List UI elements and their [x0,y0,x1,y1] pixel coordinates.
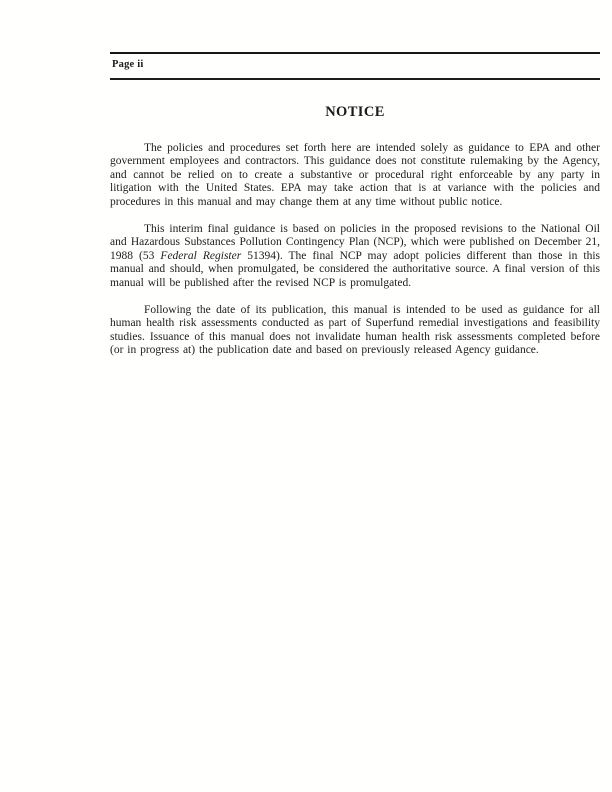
notice-title: NOTICE [325,104,385,120]
notice-paragraph-1 [110,142,600,209]
header-top-rule [110,52,600,54]
notice-paragraph-2 [110,223,600,290]
page-number-label: Page ii [112,59,144,70]
paragraph-3-text: Following the date of its publication, this manual is intended to be used as guidance for all human health risk assessments conducted as part of Superfund remedial investigations and feasibility studies. Issuance of this manual does not invalidate human health risk assessments completed before (or in progress at) the publication date and based on previously released Agency guidance. [110,304,600,357]
paragraph-2-text-after-citation: 51394). The final NCP may adopt policies different than those in this manual and should, when promulgated, be considered the authoritative source. A final version of this manual will be published after the revised NCP is promulgated. [110,249,600,289]
notice-section [110,104,600,372]
notice-paragraph-3 [110,304,600,358]
page-header [110,52,600,80]
header-bottom-rule [110,78,600,80]
paragraph-1-text: The policies and procedures set forth here are intended solely as guidance to EPA and other government employees and contractors. This guidance does not constitute rulemaking by the Agency, and cannot be relied on to create a substantive or procedural right enforceable by any party in litigation with the United States. EPA may take action that is at variance with the policies and procedures in this manual and may change them at any time without public notice. [110,142,600,208]
paragraph-2-text-before-citation: This interim final guidance is based on policies in the proposed revisions to the National Oil and Hazardous Substances Pollution Contingency Plan (NCP), which were published on December 21, 1988 (53 [110,223,600,262]
federal-register-citation: Federal Register [160,249,242,262]
